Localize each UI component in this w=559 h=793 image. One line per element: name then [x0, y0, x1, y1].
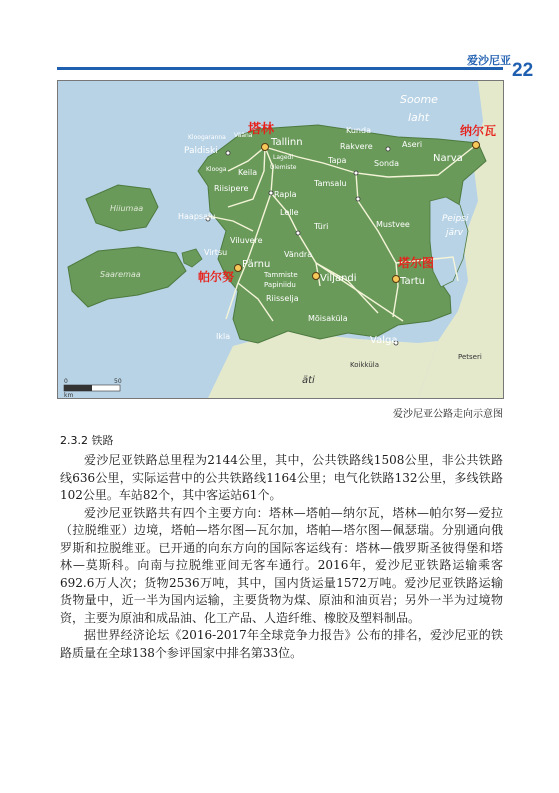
hiiumaa-label: Hiiumaa [110, 204, 144, 213]
tartu-marker [393, 276, 400, 283]
vandra-label: Vändra [284, 250, 313, 259]
viljandi-label: Viljandi [320, 273, 357, 284]
tamsalu-label: Tamsalu [314, 179, 347, 188]
keila-label: Keila [238, 168, 258, 177]
moisakula-label: Mõisaküla [308, 314, 348, 323]
tartu-cn-label: 塔尔图 [398, 256, 435, 270]
paldiski-label: Paldiski [184, 146, 218, 156]
paragraph-3: 据世界经济论坛《2016-2017年全球竞争力报告》公布的排名，爱沙尼亚的铁路质量在全球138个参评国家中排名第33位。 [60, 628, 503, 660]
vaana-label: Vääna [234, 132, 253, 139]
page-number: 22 [512, 60, 534, 81]
klooga-label: Klooga [206, 166, 227, 173]
tallinn-label: Tallinn [271, 137, 303, 148]
kloogaranna-label: Kloogaranna [188, 134, 226, 141]
paragraph-1: 爱沙尼亚铁路总里程为2144公里，其中，公共铁路线1508公里，非公共铁路线636公里，实际运营中的公共铁路线1164公里；电气化铁路132公里，多线铁路102公里。车站82个，其中客运站61个。 [60, 453, 503, 502]
sea-label-2: laht [408, 111, 430, 124]
sonda-label: Sonda [374, 159, 400, 168]
riisselja-label: Riisselja [266, 294, 299, 303]
tapa-label: Tapa [328, 156, 347, 165]
ikla-label: Ikla [216, 332, 231, 341]
viluvere-label: Viluvere [230, 236, 263, 245]
tammiste-label: Tammiste [264, 271, 298, 279]
parnu-label: Pärnu [242, 259, 271, 270]
lagedi-label: Lagedi [273, 154, 293, 161]
header-country-name: 爱沙尼亚 [467, 54, 511, 67]
header-rule [57, 67, 503, 70]
viljandi-marker [313, 273, 320, 280]
lake-label-1: Peipsi [442, 214, 469, 224]
south-sea-label: äti [302, 375, 315, 386]
petseri-label: Petseri [458, 353, 482, 361]
aseri-label: Aseri [402, 140, 423, 149]
tallinn-marker [262, 144, 269, 151]
tallinn-cn-label: 塔林 [248, 122, 275, 137]
tartu-label: Tartu [400, 276, 425, 287]
rapla-label: Rapla [274, 190, 297, 199]
turi-label: Türi [314, 222, 329, 231]
paragraph-2: 爱沙尼亚铁路共有四个主要方向：塔林—塔帕—纳尔瓦，塔林—帕尔努—爱拉（拉脱维亚）边境，塔帕—塔尔图—瓦尔加，塔帕—塔尔图—佩瑟瑞。分别通向俄罗斯和拉脱维亚。已开通的向东方向的国际客运线有：塔林—俄罗斯圣彼得堡和塔林—莫斯科。向南与拉脱维亚间无客车通行。2016年，爱沙尼亚铁路运输乘客692.6万人次；货物2536万吨，其中，国内货运量1572万吨。爱沙尼亚铁路运输货物量中，近一半为国内运输，主要货物为煤、原油和油页岩；另外一半为过境物资，主要为原油和成品油、化工产品、人造纤维、橡胶及塑料制品。 [60, 505, 503, 625]
scale-unit: km [64, 392, 74, 398]
haapsalu-label: Haapsalu [178, 212, 216, 221]
scale-zero: 0 [64, 378, 68, 385]
lake-label-2: järv [446, 228, 464, 238]
saaremaa-label: Saaremaa [100, 270, 141, 279]
koikkula-label: Koikküla [350, 361, 380, 369]
scale-fifty: 50 [114, 378, 122, 385]
estonia-road-map [57, 80, 504, 399]
riisipere-label: Riisipere [214, 184, 249, 193]
sea-label-1: Soome [400, 93, 438, 106]
mustvee-label: Mustvee [376, 220, 410, 229]
narva-label: Narva [433, 153, 463, 164]
valga-label: Valga [370, 335, 398, 346]
section-body [60, 452, 503, 662]
ulemiste-label: Ülemiste [270, 164, 297, 171]
parnu-cn-label: 帕尔努 [198, 270, 235, 284]
rakvere-label: Rakvere [340, 142, 373, 151]
kunda-label: Kunda [346, 126, 371, 135]
papiniidu-label: Papiniidu [264, 281, 296, 289]
lelle-label: Lelle [280, 208, 299, 217]
section-heading: 2.3.2 铁路 [60, 434, 114, 447]
map-caption: 爱沙尼亚公路走向示意图 [393, 409, 503, 420]
narva-marker [473, 142, 480, 149]
narva-cn-label: 纳尔瓦 [460, 124, 497, 138]
virtsu-label: Virtsu [204, 248, 228, 257]
parnu-marker [235, 265, 242, 272]
